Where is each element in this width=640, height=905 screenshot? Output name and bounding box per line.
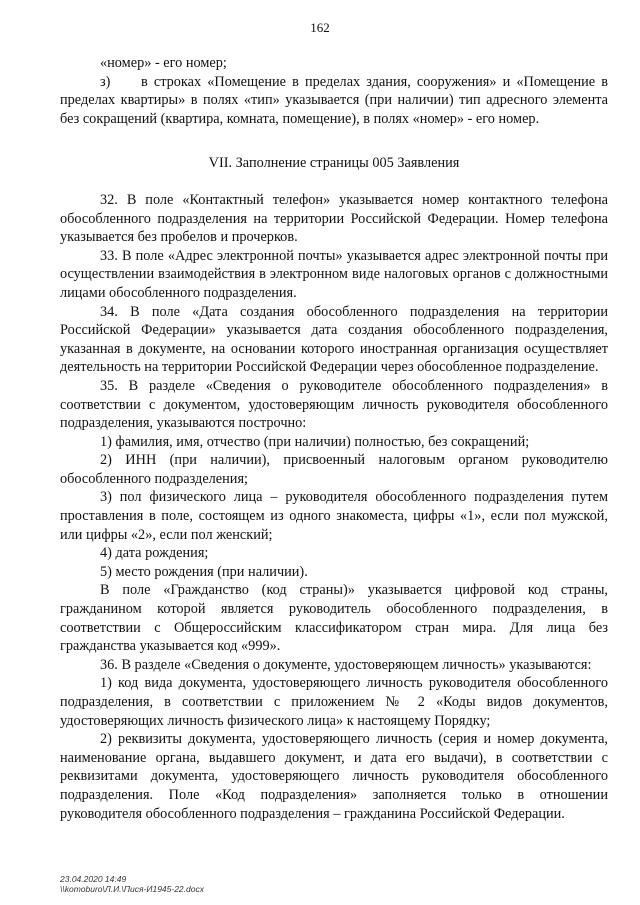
paragraph-number-field: «номер» - его номер; [100,55,227,71]
paragraph-35-item-1: 1) фамилия, имя, отчество (при наличии) полностью, без сокращений; [100,433,530,450]
paragraph-35-item-5: 5) место рождения (при наличии). [100,563,308,580]
paragraph-citizenship: В поле «Гражданство (код страны)» указывается цифровой код страны, гражданином которой является руководитель обособленного подразделения, в соответствии с Общероссийским классификатором стран мира. Для лица без гражданства указывается код «999». [60,582,608,655]
page-number: 162 [310,20,330,35]
paragraph-35-item-4: 4) дата рождения; [100,545,209,562]
footer-timestamp: 23.04.2020 14:49 [60,874,127,884]
paragraph-35-item-3: 3) пол физического лица – руководителя обособленного подразделения путем проставления в поле, состоящем из одного знакоместа, цифры «1», если пол мужской, или цифры «2», если пол женский; [60,489,608,543]
paragraph-item-z: з) в строках «Помещение в пределах здания, сооружения» и «Помещение в пределах квартиры» в полях «тип» указывается (при наличии) тип адресного элемента без сокращений (квартира, комната, помещение), в полях «номер» - его номер. [60,73,608,127]
paragraph-32: 32. В поле «Контактный телефон» указывается номер контактного телефона обособленного подразделения на территории Российской Федерации. Номер телефона указывается без пробелов и прочерков. [60,191,608,246]
paragraph-36-item-1: 1) код вида документа, удостоверяющего личность руководителя обособленного подразделения, в соответствии с приложением № 2 «Коды видов документов, удостоверяющих личность физического лица» к настоящему Порядку; [60,675,608,729]
paragraph-35-item-2: 2) ИНН (при наличии), присвоенный налоговым органом руководителю обособленного подразделения; [60,452,608,487]
document-body [60,54,608,823]
paragraph-34: 34. В поле «Дата создания обособленного подразделения на территории Российской Федерации» указывается дата создания обособленного подразделения, указанная в документе, на основании которого иностранная организация осуществляет деятельность на территории Российской Федерации через обособленное подразделение. [60,303,608,376]
paragraph-36: 36. В разделе «Сведения о документе, удостоверяющем личность» указываются: [100,656,592,673]
footer-file-path: \\komoburo\Л.И.\Пися-И1945-22.docx [60,884,204,894]
section-title: VII. Заполнение страницы 005 Заявления [208,155,460,172]
file-footer [60,874,204,894]
paragraph-35: 35. В разделе «Сведения о руководителе обособленного подразделения» в соответствии с документом, удостоверяющим личность руководителя обособленного подразделения, указываются построчно: [60,377,608,432]
paragraph-36-item-2: 2) реквизиты документа, удостоверяющего личность (серия и номер документа, наименование органа, выдавшего документ, и дата его выдачи), в соответствии с реквизитами документа, удостоверяющего личность руководителя обособленного подразделения. Поле «Код подразделения» заполняется только в отношении руководителя обособленного подразделения – гражданина Российской Федерации. [60,731,608,822]
paragraph-33: 33. В поле «Адрес электронной почты» указывается адрес электронной почты при осуществлении взаимодействия в электронном виде налоговых органов с должностными лицами обособленного подразделения. [60,247,608,301]
